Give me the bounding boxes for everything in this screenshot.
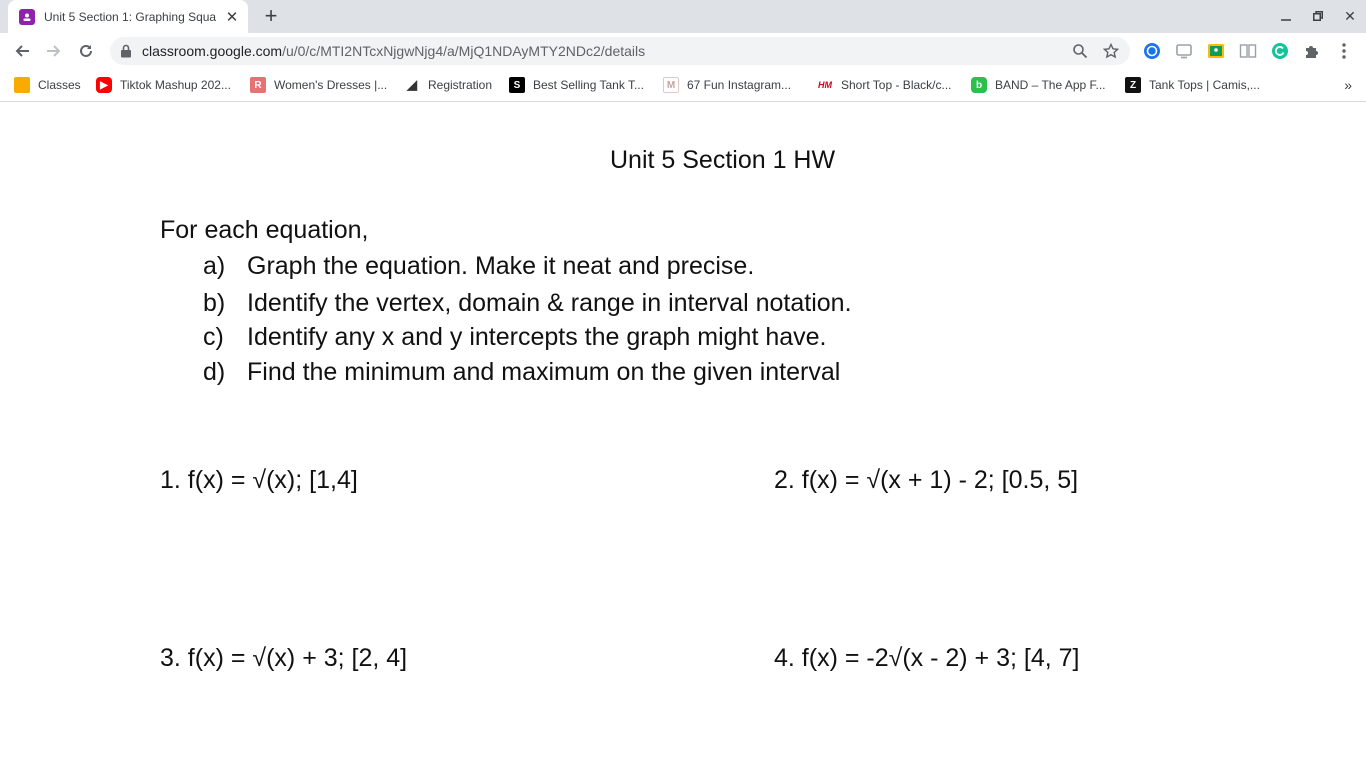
hm-icon: HM [817, 77, 833, 93]
bookmark-item[interactable] [663, 69, 791, 101]
instruction-text: Identify any x and y intercepts the graph might have. [247, 323, 827, 351]
bookmark-label: Short Top - Black/c... [841, 78, 952, 92]
instruction-item [203, 358, 840, 387]
bookmarks-bar [0, 69, 1366, 102]
instruction-letter: b) [203, 289, 226, 317]
bookmark-item[interactable] [14, 69, 81, 101]
google-classroom-icon [14, 77, 30, 93]
reader-extension-icon[interactable] [1239, 42, 1257, 60]
new-tab-button[interactable]: + [264, 3, 278, 28]
instruction-item [203, 323, 827, 352]
bookmark-item[interactable] [817, 69, 952, 101]
url-path: /u/0/c/MTI2NTcxNjgwNjg4/a/MjQ1NDAyMTY2NDc2/details [282, 43, 646, 59]
tab-classroom[interactable] [8, 0, 248, 33]
instruction-letter: d) [203, 358, 226, 386]
bookmark-item[interactable] [971, 69, 1106, 101]
band-icon: b [971, 77, 987, 93]
classroom-extension-icon[interactable] [1207, 42, 1225, 60]
tab-strip [0, 0, 1366, 33]
instruction-text: Graph the equation. Make it neat and precise. [247, 252, 755, 280]
m-icon: M [663, 77, 679, 93]
document-viewer [0, 102, 1366, 768]
forward-arrow-icon[interactable] [40, 37, 68, 65]
problem-2: 2. f(x) = √(x + 1) - 2; [0.5, 5] [774, 466, 1079, 494]
instruction-item [203, 252, 754, 281]
youtube-icon: ▶ [96, 77, 112, 93]
back-arrow-icon[interactable] [8, 37, 36, 65]
bookmark-label: BAND – The App F... [995, 78, 1106, 92]
more-bookmarks-icon[interactable]: » [1344, 77, 1352, 93]
instruction-letter: a) [203, 252, 226, 280]
url-text [142, 37, 645, 65]
grammarly-extension-icon[interactable] [1271, 42, 1289, 60]
address-bar[interactable] [110, 37, 1130, 65]
lock-icon [120, 44, 132, 63]
instruction-text: Identify the vertex, domain & range in interval notation. [247, 289, 852, 317]
bookmark-label: Registration [428, 78, 493, 92]
bookmark-label: Tiktok Mashup 202... [120, 78, 231, 92]
z-icon: Z [1125, 77, 1141, 93]
bookmark-item[interactable] [1125, 69, 1260, 101]
problem-4: 4. f(x) = -2√(x - 2) + 3; [4, 7] [774, 644, 1080, 672]
problem-1: 1. f(x) = √(x); [1,4] [160, 466, 358, 494]
close-icon[interactable]: ✕ [225, 8, 239, 26]
minimize-icon[interactable] [1270, 0, 1302, 33]
bookmark-label: Tank Tops | Camis,... [1149, 78, 1260, 92]
problem-3: 3. f(x) = √(x) + 3; [2, 4] [160, 644, 408, 672]
reload-icon[interactable] [72, 37, 100, 65]
tab-title: Unit 5 Section 1: Graphing Squa [44, 9, 217, 24]
bookmark-label: Classes [38, 78, 81, 92]
instruction-text: Find the minimum and maximum on the given interval [247, 358, 841, 386]
google-classroom-icon [19, 9, 35, 25]
bookmark-label: Women's Dresses |... [274, 78, 388, 92]
star-icon[interactable] [1103, 43, 1119, 64]
vpn-extension-icon[interactable] [1143, 42, 1161, 60]
bookmark-item[interactable] [404, 69, 492, 101]
bookmark-label: Best Selling Tank T... [533, 78, 644, 92]
cast-extension-icon[interactable] [1175, 42, 1193, 60]
bookmark-item[interactable] [509, 69, 644, 101]
bookmark-item[interactable] [250, 69, 387, 101]
registration-icon: ◢ [404, 77, 420, 93]
puzzle-extensions-icon[interactable] [1303, 42, 1321, 60]
instruction-item [203, 289, 852, 318]
store-icon: R [250, 77, 266, 93]
page-title: Unit 5 Section 1 HW [610, 146, 836, 174]
url-host: classroom.google.com [142, 43, 283, 59]
bookmark-item[interactable] [96, 69, 231, 101]
restore-icon[interactable] [1302, 0, 1334, 33]
instructions-intro: For each equation, [160, 216, 369, 244]
bookmark-label: 67 Fun Instagram... [687, 78, 792, 92]
browser-toolbar [0, 33, 1366, 69]
zoom-icon[interactable] [1072, 43, 1088, 64]
kebab-menu-icon[interactable] [1335, 42, 1353, 60]
s-icon: S [509, 77, 525, 93]
instruction-letter: c) [203, 323, 224, 351]
window-close-icon[interactable]: ✕ [1344, 8, 1356, 24]
